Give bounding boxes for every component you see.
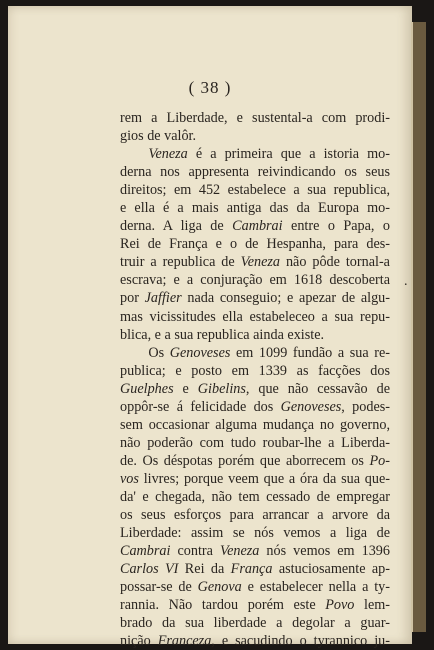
text-line	[120, 344, 390, 362]
text-line	[120, 380, 390, 398]
text-line	[120, 632, 390, 650]
text-segment: não poderão com tudo roubar-lhe a Liberda-	[120, 434, 390, 451]
text-segment: os seus esforços para arrancar a arvore da	[120, 507, 390, 524]
text-segment: Liberdade: assim se nós vemos a liga de	[120, 525, 390, 542]
text-segment: brado da sua liberdade a degolar a guar-	[120, 615, 390, 632]
text-segment: Rei da	[178, 561, 231, 578]
text-segment: livres; porque veem que a óra da sua que-	[138, 470, 390, 487]
italic-segment: vos	[120, 470, 139, 487]
italic-segment: Genoveses	[280, 398, 342, 415]
text-segment: , que não cessavão de	[245, 380, 390, 397]
text-line	[120, 271, 390, 289]
text-segment: nós vemos em 1396	[259, 543, 390, 560]
text-segment: , e sacudindo o tyrannico ju-	[211, 633, 390, 650]
italic-segment: Cambrai	[232, 218, 283, 235]
text-segment	[120, 146, 148, 162]
text-line	[120, 145, 390, 163]
italic-segment: França	[230, 561, 273, 578]
italic-segment: Povo	[325, 597, 355, 614]
text-line	[120, 253, 390, 271]
text-line	[120, 578, 390, 596]
text-line	[120, 109, 390, 127]
text-segment: mas vicissitudes ella estabeleceo a sua repu-	[120, 308, 390, 325]
text-segment: em 1099 fundão a sua re-	[230, 344, 390, 361]
italic-segment: Veneza	[148, 146, 188, 163]
text-line	[120, 163, 390, 181]
text-segment: e ella é a mais antiga das da Europa mo-	[120, 200, 390, 217]
text-line	[120, 560, 390, 578]
text-line	[120, 199, 390, 217]
text-segment: da' e chegada, não tem cessado de empregar	[120, 488, 390, 505]
italic-segment: Genoveses	[169, 344, 231, 361]
text-segment: sem occasionar alguma mudança no governo,	[120, 416, 390, 433]
text-segment: nição	[120, 633, 158, 650]
text-segment: rem a Liberdade, e sustental-a com prodi-	[120, 110, 390, 126]
italic-segment: Veneza	[240, 254, 281, 271]
text-line	[120, 308, 390, 326]
italic-segment: Cambrai	[120, 543, 171, 560]
text-segment: lem-	[354, 597, 390, 614]
text-line	[120, 452, 390, 470]
text-line	[120, 434, 390, 452]
text-line	[120, 614, 390, 632]
text-line	[120, 542, 390, 560]
text-segment: possar-se de	[120, 579, 198, 596]
text-segment: de. Os déspotas porém que aborrecem os	[120, 452, 370, 469]
text-segment: truir a republica de	[120, 254, 241, 271]
text-segment: escrava; e a conjuração em 1618 descoberta	[120, 272, 390, 289]
text-segment: derna nos appresenta reivindicando os seus	[120, 164, 390, 181]
text-segment: por	[120, 290, 145, 307]
page-number: ( 38 )	[188, 78, 232, 97]
text-segment: Os	[120, 344, 170, 361]
body-text	[120, 109, 390, 650]
margin-mark: .	[404, 274, 408, 289]
text-line	[120, 596, 390, 614]
page-edge	[411, 22, 426, 632]
text-line	[120, 470, 390, 488]
text-line	[120, 362, 390, 380]
text-segment: nada conseguio; e apezar de algu-	[181, 290, 390, 307]
text-segment: publica; e posto em 1339 as facções dos	[120, 362, 390, 379]
text-segment: contra	[170, 543, 220, 560]
text-segment: entre o Papa, o	[282, 218, 390, 235]
italic-segment: Carlos VI	[120, 561, 179, 578]
text-line	[120, 217, 390, 235]
text-segment: não pôde tornal-a	[280, 254, 390, 271]
text-segment: rannia. Não tardou porém este	[120, 597, 326, 614]
text-segment: é a primeira que a istoria mo-	[187, 146, 390, 163]
italic-segment: Franceza	[157, 633, 212, 650]
text-segment: astuciosamente ap-	[272, 561, 391, 578]
text-line	[120, 506, 390, 524]
text-line	[120, 524, 390, 542]
text-line	[120, 398, 390, 416]
text-segment: blica, e a sua republica ainda existe.	[120, 326, 325, 343]
text-segment: Rei de França e o de Hespanha, para des-	[120, 236, 390, 253]
text-segment: gios de valôr.	[120, 128, 197, 145]
text-segment: direitos; em 452 estabelece a sua republica,	[120, 182, 390, 199]
text-segment: derna. A liga de	[120, 218, 233, 235]
text-line	[120, 235, 390, 253]
text-segment: e	[173, 380, 198, 397]
text-line	[120, 289, 390, 307]
book-page	[8, 6, 412, 650]
italic-segment: Po-	[369, 452, 390, 469]
italic-segment: Gibelins	[197, 380, 246, 397]
text-segment: , podes-	[341, 398, 390, 415]
italic-segment: Genova	[197, 579, 242, 596]
italic-segment: Jaffier	[144, 290, 182, 307]
text-line	[120, 326, 390, 344]
text-line	[120, 488, 390, 506]
text-segment: e estabelecer nella a ty-	[241, 579, 390, 596]
text-line	[120, 416, 390, 434]
italic-segment: Veneza	[219, 543, 260, 560]
text-segment: oppôr-se á felicidade dos	[120, 398, 281, 415]
text-line	[120, 181, 390, 199]
italic-segment: Guelphes	[120, 380, 174, 397]
text-line	[120, 127, 390, 145]
